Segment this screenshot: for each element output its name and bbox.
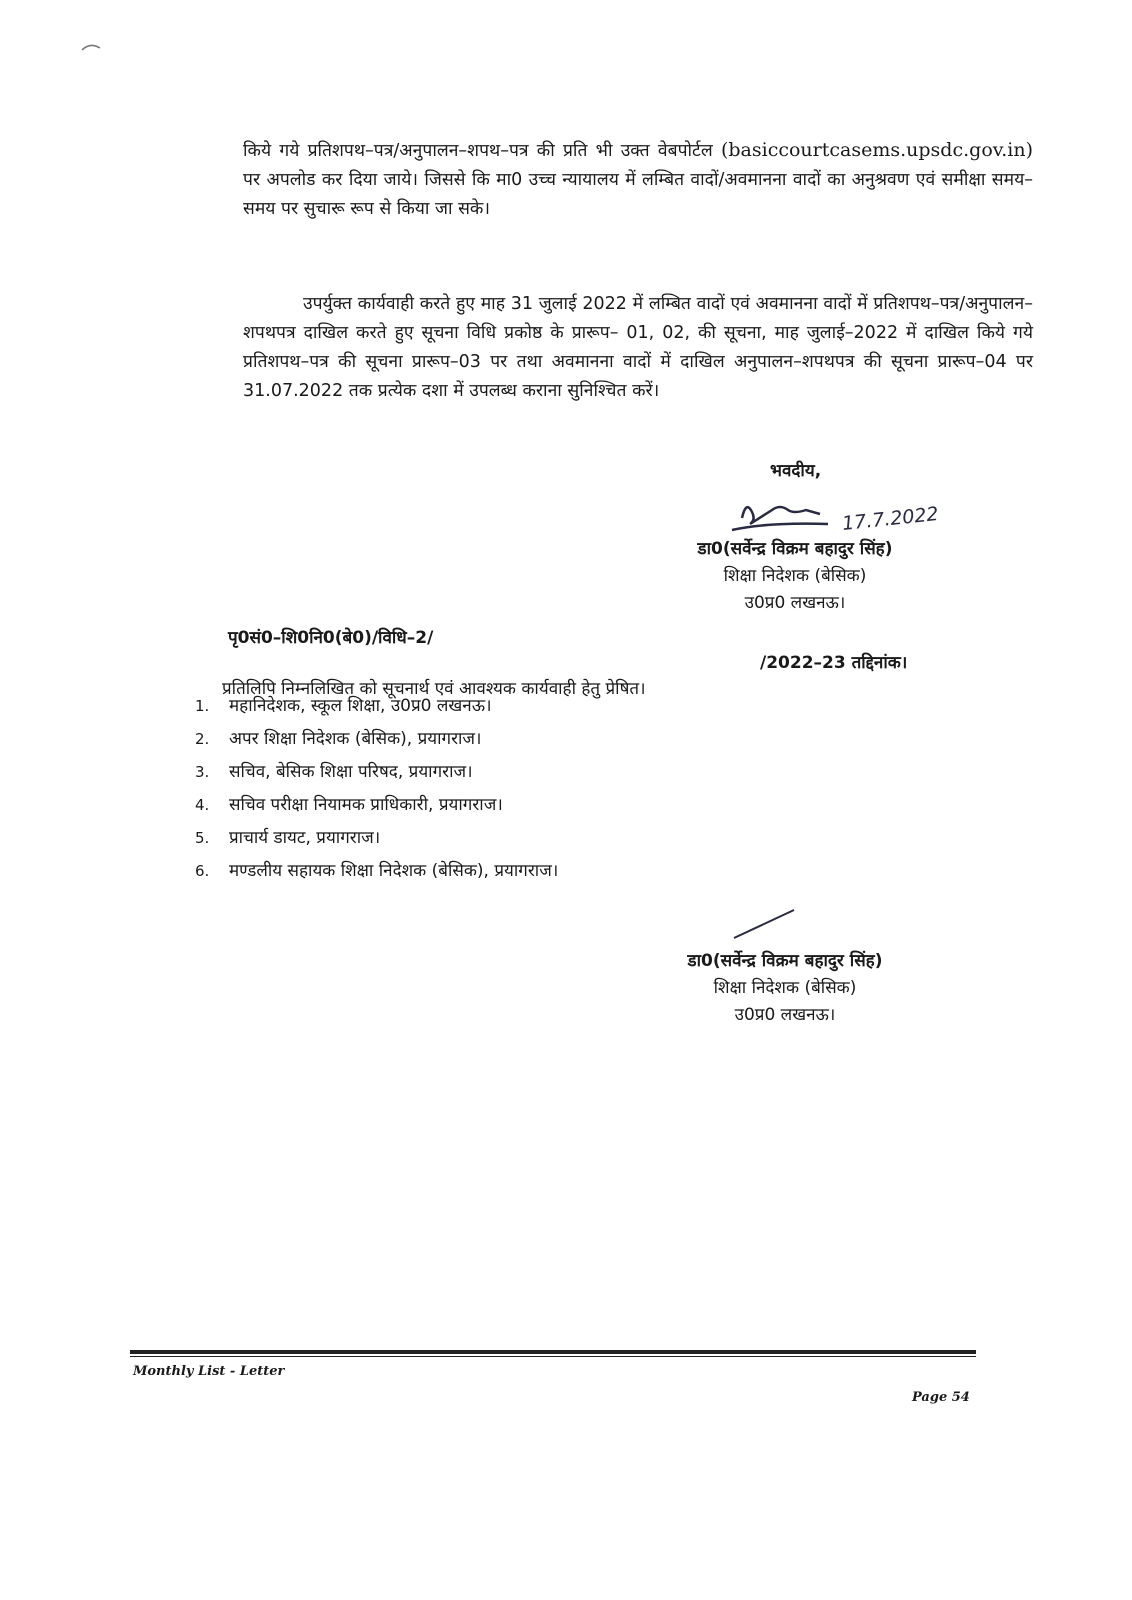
signatory-name: डा0(सर्वेन्द्र विक्रम बहादुर सिंह) xyxy=(687,951,883,971)
signatory-office: उ0प्र0 लखनऊ। xyxy=(744,593,846,613)
webportal-url: (basiccourtcasems.upsdc.gov.in) xyxy=(720,138,1033,161)
para1-text-a: किये गये प्रतिशपथ–पत्र/अनुपालन–शपथ–पत्र की प्रति भी उक्त वेबपोर्टल xyxy=(243,140,713,161)
signatory-office: उ0प्र0 लखनऊ। xyxy=(734,1005,836,1025)
paragraph-action-instruction: उपर्युक्त कार्यवाही करते हुए माह 31 जुलाई 2022 में लम्बित वादों एवं अवमानना वादों में प्रतिशपथ–पत्र/अनुपालन–शपथपत्र दाखिल करते हुए सूचना विधि प्रकोष्ठ के प्रारूप– 01, 02, की सूचना, माह जुलाई–2022 में दाखिल किये गये प्रतिशपथ–पत्र की सूचना प्रारूप–03 पर तथा अवमानना वादों में दाखिल अनुपालन–शपथपत्र की सूचना प्रारूप–04 पर 31.07.2022 तक प्रत्येक दशा में उपलब्ध कराना सुनिश्चित करें। xyxy=(243,293,1033,401)
signature-block-copy xyxy=(640,948,930,1029)
copy-recipient-list xyxy=(195,688,895,886)
list-item: 6. मण्डलीय सहायक शिक्षा निदेशक (बेसिक), प्रयागराज। xyxy=(195,861,559,881)
handwritten-date: 17.7.2022 xyxy=(841,503,940,535)
list-item: 4. सचिव परीक्षा नियामक प्राधिकारी, प्रयागराज। xyxy=(195,795,503,815)
signatory-name: डा0(सर्वेन्द्र विक्रम बहादुर सिंह) xyxy=(697,539,893,559)
list-item: 3. सचिव, बेसिक शिक्षा परिषद, प्रयागराज। xyxy=(195,762,473,782)
reference-date: /2022–23 तद्दिनांक। xyxy=(760,653,908,673)
footer-page-number: Page 54 xyxy=(912,1390,970,1405)
scan-corner-mark xyxy=(80,40,104,56)
list-item: 1. महानिदेशक, स्कूल शिक्षा, उ0प्र0 लखनऊ। xyxy=(195,696,492,716)
signatory-designation: शिक्षा निदेशक (बेसिक) xyxy=(713,978,857,998)
list-item: 2. अपर शिक्षा निदेशक (बेसिक), प्रयागराज। xyxy=(195,729,482,749)
footer-rule xyxy=(130,1350,976,1357)
footer-document-label: Monthly List - Letter xyxy=(133,1364,285,1379)
para1-text-b: पर अपलोड कर दिया जाये। जिससे कि मा0 उच्च न्यायालय में लम्बित वादों/अवमानना वादों का अनुश्रवण एवं समीक्षा समय–समय पर सुचारू रूप से किया जा सके। xyxy=(243,169,1033,219)
signature-stroke xyxy=(728,904,808,944)
signatory-designation: शिक्षा निदेशक (बेसिक) xyxy=(723,566,867,586)
closing-greeting: भवदीय, xyxy=(770,461,822,481)
paragraph-upload-instruction xyxy=(243,136,1033,224)
signature-block-main xyxy=(650,536,940,617)
list-item: 5. प्राचार्य डायट, प्रयागराज। xyxy=(195,828,381,848)
reference-number: पृ0सं0–शि0नि0(बे0)/विधि–2/ xyxy=(228,628,434,648)
copy-forward-intro: प्रतिलिपि निम्नलिखित को सूचनार्थ एवं आवश्यक कार्यवाही हेतु प्रेषित। xyxy=(222,679,646,699)
